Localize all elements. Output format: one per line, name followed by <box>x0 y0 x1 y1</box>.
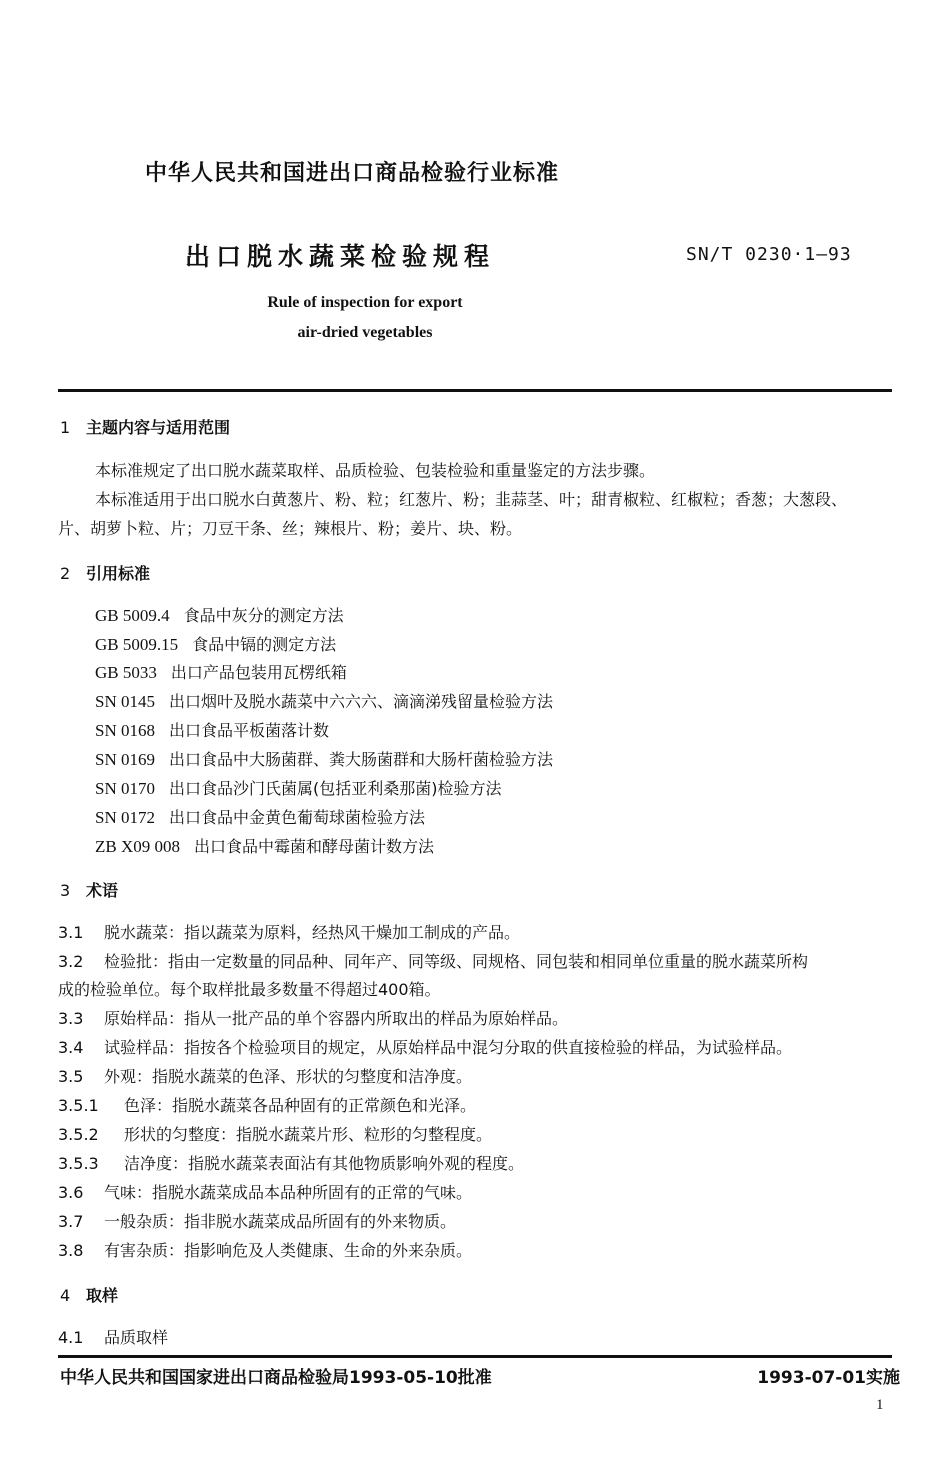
term-number: 3.6 <box>58 1183 84 1202</box>
term-number: 3.5.2 <box>58 1125 99 1144</box>
english-title-line-2: air-dried vegetables <box>297 324 433 341</box>
reference-row <box>95 834 434 857</box>
footer-divider <box>58 1355 892 1358</box>
term-text: 有害杂质：指影响危及人类健康、生命的外来杂质。 <box>104 1241 473 1260</box>
header-divider <box>58 389 892 392</box>
term-number: 3.5.1 <box>58 1096 99 1115</box>
term-row <box>58 1064 472 1087</box>
term-text: 洁净度：指脱水蔬菜表面沾有其他物质影响外观的程度。 <box>124 1154 525 1173</box>
reference-code: SN 0168 <box>95 721 155 740</box>
section-2-heading <box>60 561 150 584</box>
subsection-number: 4.1 <box>58 1328 84 1347</box>
section-1-heading <box>60 415 230 438</box>
reference-name: 出口食品中金黄色葡萄球菌检验方法 <box>168 808 425 827</box>
subsection-4-1 <box>58 1325 168 1348</box>
reference-name: 出口食品沙门氏菌属(包括亚利桑那菌)检验方法 <box>168 779 502 798</box>
section-number: 2 <box>60 564 71 583</box>
term-text: 外观：指脱水蔬菜的色泽、形状的匀整度和洁净度。 <box>104 1067 473 1086</box>
reference-code: GB 5009.4 <box>95 606 170 625</box>
section-3-heading <box>60 878 118 901</box>
section-number: 1 <box>60 418 71 437</box>
term-text: 形状的匀整度：指脱水蔬菜片形、粒形的匀整程度。 <box>124 1125 493 1144</box>
reference-row <box>95 689 553 712</box>
term-number: 3.1 <box>58 923 84 942</box>
reference-code: SN 0172 <box>95 808 155 827</box>
section-title: 主题内容与适用范围 <box>86 418 231 437</box>
section-number: 4 <box>60 1286 71 1305</box>
term-text: 色泽：指脱水蔬菜各品种固有的正常颜色和光泽。 <box>124 1096 477 1115</box>
term-row <box>58 1093 476 1116</box>
term-number: 3.5 <box>58 1067 84 1086</box>
term-number: 3.2 <box>58 952 84 971</box>
section-1-paragraph-1: 本标准规定了出口脱水蔬菜取样、品质检验、包装检验和重量鉴定的方法步骤。 <box>95 461 656 480</box>
term-number: 3.7 <box>58 1212 84 1231</box>
term-row <box>58 1122 492 1145</box>
reference-row <box>95 632 336 655</box>
reference-row <box>95 718 329 741</box>
term-row <box>58 1035 792 1058</box>
reference-name: 出口食品中霉菌和酵母菌计数方法 <box>194 837 435 856</box>
section-1-paragraph-2-line-1: 本标准适用于出口脱水白黄葱片、粉、粒；红葱片、粉；韭蒜茎、叶；甜青椒粒、红椒粒；香葱；大葱段、 <box>95 490 848 509</box>
term-text: 一般杂质：指非脱水蔬菜成品所固有的外来物质。 <box>104 1212 457 1231</box>
reference-name: 食品中灰分的测定方法 <box>183 606 344 625</box>
reference-code: GB 5033 <box>95 663 157 682</box>
reference-code: ZB X09 008 <box>95 837 180 856</box>
term-row <box>58 920 520 943</box>
english-title-line-1: Rule of inspection for export <box>267 294 463 311</box>
reference-name: 出口烟叶及脱水蔬菜中六六六、滴滴涕残留量检验方法 <box>168 692 553 711</box>
reference-code: SN 0145 <box>95 692 155 711</box>
reference-row <box>95 660 347 683</box>
reference-code: SN 0169 <box>95 750 155 769</box>
standard-code: SN/T 0230·1—93 <box>686 244 852 265</box>
term-row <box>58 1006 568 1029</box>
reference-row <box>95 747 553 770</box>
term-row <box>58 1151 524 1174</box>
reference-name: 出口食品中大肠菌群、粪大肠菌群和大肠杆菌检验方法 <box>168 750 553 769</box>
reference-name: 出口食品平板菌落计数 <box>168 721 329 740</box>
term-text: 脱水蔬菜：指以蔬菜为原料，经热风干燥加工制成的产品。 <box>104 923 521 942</box>
reference-name: 食品中镉的测定方法 <box>192 635 337 654</box>
section-title: 术语 <box>86 881 119 900</box>
term-text: 气味：指脱水蔬菜成品本品种所固有的正常的气味。 <box>104 1183 473 1202</box>
section-title: 取样 <box>86 1286 119 1305</box>
section-4-heading <box>60 1283 118 1306</box>
term-number: 3.4 <box>58 1038 84 1057</box>
section-title: 引用标准 <box>86 564 151 583</box>
page-number: 1 <box>876 1397 884 1413</box>
term-number: 3.3 <box>58 1009 84 1028</box>
reference-name: 出口产品包装用瓦楞纸箱 <box>170 663 347 682</box>
term-continuation: 成的检验单位。每个取样批最多数量不得超过400箱。 <box>58 980 441 999</box>
term-row <box>58 1180 472 1203</box>
term-row <box>58 949 808 972</box>
term-row <box>58 1238 472 1261</box>
term-number: 3.5.3 <box>58 1154 99 1173</box>
effective-date: 1993-07-01实施 <box>757 1368 900 1388</box>
term-row <box>58 1209 456 1232</box>
section-number: 3 <box>60 881 71 900</box>
reference-row <box>95 805 425 828</box>
reference-row <box>95 776 501 799</box>
reference-code: SN 0170 <box>95 779 155 798</box>
approval-statement: 中华人民共和国国家进出口商品检验局1993-05-10批准 <box>60 1368 492 1388</box>
term-text: 检验批：指由一定数量的同品种、同年产、同等级、同规格、同包装和相同单位重量的脱水蔬菜所构 <box>104 952 809 971</box>
section-1-paragraph-2-line-2: 片、胡萝卜粒、片；刀豆干条、丝；辣根片、粉；姜片、块、粉。 <box>58 519 523 538</box>
subsection-title: 品质取样 <box>104 1328 169 1347</box>
document-title: 出口脱水蔬菜检验规程 <box>185 242 496 271</box>
reference-row <box>95 603 344 626</box>
term-number: 3.8 <box>58 1241 84 1260</box>
term-text: 试验样品：指按各个检验项目的规定，从原始样品中混匀分取的供直接检验的样品，为试验样品。 <box>104 1038 793 1057</box>
term-text: 原始样品：指从一批产品的单个容器内所取出的样品为原始样品。 <box>104 1009 569 1028</box>
industry-standard-heading: 中华人民共和国进出口商品检验行业标准 <box>145 161 560 186</box>
reference-code: GB 5009.15 <box>95 635 179 654</box>
